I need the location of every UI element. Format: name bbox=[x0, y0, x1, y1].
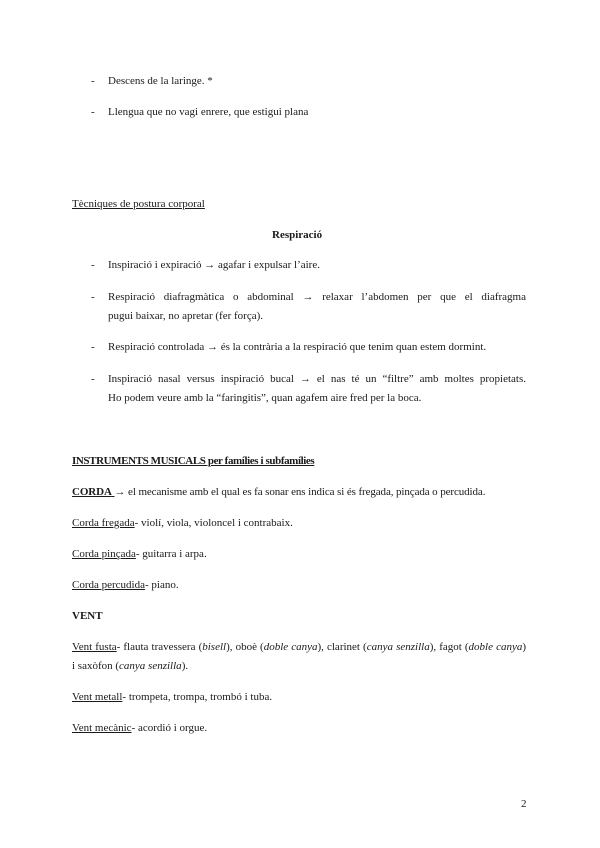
vent-fusta-label: Vent fusta bbox=[72, 641, 117, 653]
italic-run: bisell bbox=[202, 641, 227, 653]
corda-pincada-label: Corda pinçada bbox=[72, 548, 136, 560]
italic-run: doble canya bbox=[468, 641, 523, 653]
corda-fregada-text: - violí, viola, violoncel i contrabaix. bbox=[134, 517, 293, 529]
list-bullet: - bbox=[91, 106, 95, 118]
list-item: Inspiració i expiració → agafar i expulsar l’aire. bbox=[108, 259, 320, 271]
text-run: i saxòfon ( bbox=[72, 660, 120, 672]
list-bullet: - bbox=[91, 341, 95, 353]
list-item: Llengua que no vagi enrere, que estigui plana bbox=[108, 106, 309, 118]
corda-fregada-label: Corda fregada bbox=[72, 517, 135, 529]
list-bullet: - bbox=[91, 373, 95, 385]
section-heading-posture: Tècniques de postura corporal bbox=[72, 198, 205, 210]
italic-run: doble canya bbox=[263, 641, 318, 653]
corda-percudida-text: - piano. bbox=[145, 579, 179, 591]
list-item: Respiració controlada → és la contrària a la respiració que tenim quan estem dormint. bbox=[108, 341, 487, 353]
vent-metall-line bbox=[72, 692, 272, 703]
list-bullet: - bbox=[91, 75, 95, 87]
vent-mecanic-label: Vent mecànic bbox=[72, 722, 132, 734]
vent-mecanic-line bbox=[72, 723, 207, 734]
list-item: Inspiració nasal versus inspiració bucal → el nas té un “filtre” amb moltes propietats. bbox=[108, 373, 526, 385]
respiration-title: Respiració bbox=[272, 229, 323, 241]
list-item: Descens de la laringe. * bbox=[108, 75, 213, 87]
instruments-heading: INSTRUMENTS MUSICALS per famílies i subfamílies bbox=[72, 455, 315, 467]
corda-percudida-line bbox=[72, 580, 179, 591]
text-run: - flauta travessera ( bbox=[116, 641, 203, 653]
vent-fusta-line bbox=[72, 642, 526, 653]
corda-pincada-line bbox=[72, 549, 207, 560]
text-run: ), oboè ( bbox=[226, 641, 264, 653]
page-number: 2 bbox=[521, 798, 527, 810]
corda-fregada-line bbox=[72, 518, 293, 529]
corda-line bbox=[72, 487, 485, 498]
text-run: ), clarinet ( bbox=[317, 641, 367, 653]
list-item-continuation: pugui baixar, no apretar (fer força). bbox=[108, 310, 264, 322]
text-run: ). bbox=[181, 660, 189, 672]
corda-pincada-text: - guitarra i arpa. bbox=[135, 548, 207, 560]
vent-metall-label: Vent metall bbox=[72, 691, 123, 703]
corda-text: → el mecanisme amb el qual es fa sonar ens indica si és fregada, pinçada o percudida. bbox=[114, 486, 486, 498]
vent-mecanic-text: - acordió i orgue. bbox=[131, 722, 208, 734]
corda-percudida-label: Corda percudida bbox=[72, 579, 145, 591]
vent-fusta-line-2 bbox=[72, 661, 188, 672]
vent-label: VENT bbox=[72, 610, 103, 622]
corda-label: CORDA bbox=[72, 486, 112, 498]
italic-run: canya senzilla bbox=[366, 641, 430, 653]
italic-run: canya senzilla bbox=[119, 660, 182, 672]
vent-metall-text: - trompeta, trompa, trombó i tuba. bbox=[122, 691, 273, 703]
text-run: ) bbox=[522, 641, 527, 653]
list-bullet: - bbox=[91, 259, 95, 271]
list-item-continuation: Ho podem veure amb la “faringitis”, quan agafem aire fred per la boca. bbox=[108, 392, 422, 404]
list-bullet: - bbox=[91, 291, 95, 303]
text-run: ), fagot ( bbox=[429, 641, 469, 653]
list-item: Respiració diafragmàtica o abdominal → relaxar l’abdomen per que el diafragma bbox=[108, 291, 526, 303]
